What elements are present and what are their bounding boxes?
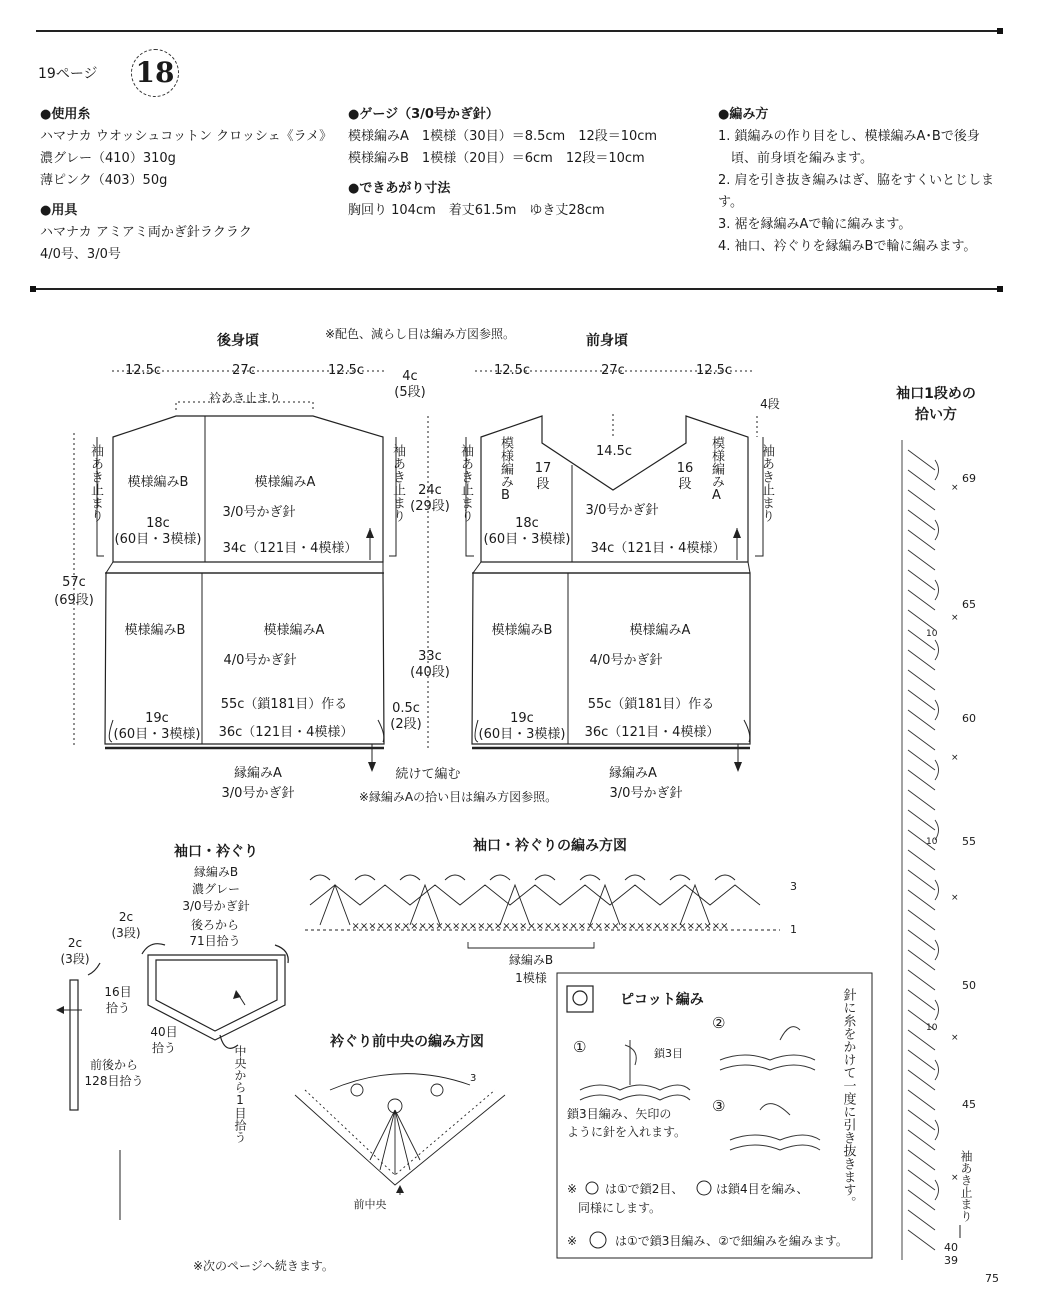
back-chain: 55c（鎖181目）作る (220, 697, 348, 712)
front-upper-hook: 3/0号かぎ針 (585, 503, 659, 518)
height-lower: 33c (418, 649, 442, 664)
right-stop: 袖あき止まり (959, 1150, 973, 1222)
height-upper-rows: (29段) (410, 499, 450, 514)
chart-main-title: 袖口・衿ぐりの編み方図 (473, 838, 627, 854)
height-lower-rows: (40段) (410, 665, 450, 680)
gauge-line-2: 模様編みB 1模様（20目）＝6cm 12段＝10cm (348, 151, 645, 166)
front-lower-pattern-a: 模様編みA (629, 623, 691, 638)
footer-continue: ※次のページへ続きます。 (193, 1259, 334, 1273)
cuff-sub-1: 縁編みB (193, 865, 239, 879)
right-row-40: 40 (944, 1241, 958, 1254)
cuff-16-1: 16目 (104, 985, 132, 999)
chart-main-row3: 3 (790, 880, 797, 893)
picot-note1-b: は①で鎖2目、 (605, 1182, 684, 1196)
gauge-column (348, 104, 708, 222)
back-neck-stop: 衿あき止まり (208, 391, 282, 405)
front-17: 17 (534, 461, 552, 476)
rule-end-mark (997, 28, 1003, 34)
materials-column (40, 104, 340, 266)
front-chain: 55c（鎖181目）作る (587, 697, 715, 712)
cuff-title: 袖口・衿ぐり (174, 844, 258, 860)
back-lower-hook: 4/0号かぎ針 (223, 653, 297, 668)
cuff-2c-b: 2c (67, 936, 83, 950)
right-row-45: 45 (962, 1098, 976, 1111)
page-number: 75 (985, 1272, 999, 1285)
picot-note1-mark: ※ (567, 1182, 578, 1196)
picot-vertical-text: 針に糸をかけて一度に引き抜きます。 (840, 988, 856, 1209)
height-total: 57c (62, 575, 86, 590)
front-title: 前身頃 (586, 333, 628, 349)
front-lower-pattern-b: 模様編みB (491, 623, 553, 638)
front-upper-b-width: 18c (515, 516, 539, 531)
method-step-1b: 頃、前身頃を編みます。 (718, 151, 873, 166)
front-lower-b-width: 19c (510, 711, 534, 726)
height-edge-rows: (2段) (390, 717, 422, 732)
height-edge: 0.5c (392, 701, 420, 716)
front-16: 16 (676, 461, 694, 476)
back-upper-hook: 3/0号かぎ針 (222, 505, 296, 520)
back-upper-pattern-a: 模様編みA (254, 475, 316, 490)
front-edge-a: 縁編みA (609, 766, 657, 781)
back-armhole-stop-left: 袖あき止まり (88, 444, 103, 522)
right-title-1: 袖口1段めの (896, 386, 976, 402)
right-row-60: 60 (962, 712, 976, 725)
chart-main-label-1: 縁編みB (508, 953, 554, 967)
picot-note2-mark: ※ (567, 1234, 578, 1248)
cuff-3dan-b: (3段) (60, 952, 90, 966)
right-row-69: 69 (962, 472, 976, 485)
continue-label: 続けて編む (395, 767, 461, 782)
front-width-left: 12.5c (493, 363, 531, 378)
front-width-center: 27c (601, 363, 625, 378)
note-edge: ※縁編みAの拾い目は編み方図参照。 (358, 790, 558, 804)
right-ten-3: 10 (926, 1023, 938, 1033)
cuff-sub-2: 濃グレー (191, 882, 241, 896)
right-row-55: 55 (962, 835, 976, 848)
tools-heading: ●用具 (40, 203, 78, 218)
schematic-diagrams (0, 300, 1050, 1311)
front-armhole-stop-left: 袖あき止まり (458, 444, 473, 522)
back-upper-a-width: 34c（121目・4模様） (222, 541, 358, 556)
page-reference: 19ページ (38, 66, 98, 82)
right-row-50: 50 (962, 979, 976, 992)
cuff-fb-1: 前後から (89, 1058, 139, 1072)
right-row-65: 65 (962, 598, 976, 611)
right-ten-1: 10 (926, 629, 938, 639)
method-step-3: 3. 裾を縁編みAで輪に編みます。 (718, 217, 912, 232)
back-width-left: 12.5c (124, 363, 162, 378)
front-16-dan: 段 (678, 477, 692, 492)
back-upper-pattern-b: 模様編みB (127, 475, 189, 490)
front-armhole-stop-right: 袖あき止まり (759, 444, 774, 522)
back-title: 後身頃 (217, 333, 259, 349)
rule-start-mark (30, 286, 36, 292)
picot-note1-c: は鎖4目を編み、 (716, 1182, 809, 1196)
back-lower-b-stitches: (60目・3模様) (113, 727, 201, 742)
cuff-40-2: 拾う (151, 1041, 177, 1055)
chart-main-row-x: ××××××××××××××××××××××××××××××××××××××××××××× (351, 921, 729, 932)
front-lower-a-width: 36c（121目・4模様） (584, 725, 720, 740)
cuff-back-pick-1: 後ろから (190, 918, 240, 932)
yarn-line-3: 薄ピンク（403）50g (40, 173, 168, 188)
back-armhole-stop-right: 袖あき止まり (390, 444, 405, 522)
front-edge-hook: 3/0号かぎ針 (609, 786, 683, 801)
cuff-back-pick-2: 71目拾う (189, 934, 241, 948)
height-upper: 24c (418, 483, 442, 498)
picot-note1-d: 同様にします。 (578, 1201, 662, 1215)
height-total-rows: (69段) (54, 593, 94, 608)
right-x-col-5: × (951, 1033, 959, 1043)
rule-end-mark-2 (997, 286, 1003, 292)
front-shoulder-rows: 4段 (760, 397, 780, 411)
right-x-col-4: × (951, 893, 959, 903)
gauge-line-1: 模様編みA 1模様（30目）＝8.5cm 12段＝10cm (348, 129, 658, 144)
note-top: ※配色、減らし目は編み方図参照。 (324, 327, 516, 341)
right-row-39: 39 (944, 1254, 958, 1267)
height-shoulder-rows: (5段) (394, 385, 426, 400)
yarn-line-2: 濃グレー（410）310g (40, 151, 176, 166)
picot-title: ピコット編み (620, 992, 704, 1008)
front-neck-depth: 14.5c (595, 444, 633, 459)
cuff-2c-a: 2c (118, 910, 134, 924)
picot-step-1-text-b: ように針を入れます。 (567, 1125, 687, 1139)
height-shoulder: 4c (402, 369, 418, 384)
cuff-16-2: 拾う (105, 1001, 131, 1015)
back-edge-a: 縁編みA (234, 766, 282, 781)
top-rule (36, 30, 1000, 32)
back-edge-hook: 3/0号かぎ針 (221, 786, 295, 801)
back-width-center: 27c (232, 363, 256, 378)
gauge-heading: ●ゲージ（3/0号かぎ針） (348, 107, 499, 122)
picot-chain3: 鎖3目 (654, 1047, 683, 1060)
section-rule (36, 288, 1000, 290)
back-lower-b-width: 19c (145, 711, 169, 726)
picot-step-2-num: ② (712, 1014, 726, 1032)
method-heading: ●編み方 (718, 107, 769, 122)
picot-step-1-num: ① (573, 1038, 587, 1056)
size-line: 胸回り 104cm 着丈61.5m ゆき丈28cm (348, 203, 605, 218)
chart-main-label-2: 1模様 (515, 971, 547, 985)
method-column (718, 104, 1018, 258)
front-lower-hook: 4/0号かぎ針 (589, 653, 663, 668)
method-step-4: 4. 袖口、衿ぐりを縁編みBで輪に編みます。 (718, 239, 977, 254)
chart-main-row1: 1 (790, 923, 797, 936)
picot-note2-b: は①で鎖3目編み、②で細編みを編みます。 (615, 1234, 848, 1248)
back-lower-pattern-a: 模様編みA (263, 623, 325, 638)
front-pattern-a-vertical: 模様編みA (709, 436, 724, 503)
tools-line-2: 4/0号、3/0号 (40, 247, 121, 262)
picot-step-3-num: ③ (712, 1097, 726, 1115)
front-lower-b-stitches: (60目・3模様) (478, 727, 566, 742)
right-title-2: 拾い方 (915, 407, 957, 423)
size-heading: ●できあがり寸法 (348, 181, 451, 196)
picot-symbol-box (567, 986, 593, 1012)
back-lower-pattern-b: 模様編みB (124, 623, 186, 638)
chart-neck-row3: 3 (470, 1073, 477, 1084)
stitch-chart-neck (295, 1074, 505, 1195)
right-x-col-2: × (951, 613, 959, 623)
stitch-chart-main (305, 875, 780, 948)
back-upper-b-width: 18c (146, 516, 170, 531)
cuff-40-1: 40目 (150, 1025, 178, 1039)
right-stitch-chart (902, 440, 939, 1260)
cuff-3dan-a: (3段) (111, 926, 141, 940)
picot-step-1-text: 鎖3目編み、矢印の (567, 1107, 672, 1121)
chart-neck-title: 衿ぐり前中央の編み方図 (330, 1034, 484, 1050)
tools-line-1: ハマナカ アミアミ両かぎ針ラクラク (40, 225, 252, 240)
right-x-col-6: × (951, 1173, 959, 1183)
cuff-sub-3: 3/0号かぎ針 (182, 899, 250, 913)
method-step-1: 1. 鎖編みの作り目をし、模様編みA･Bで後身 (718, 129, 980, 144)
yarn-heading: ●使用糸 (40, 107, 91, 122)
right-x-col-3: × (951, 753, 959, 763)
right-x-col-1: × (951, 483, 959, 493)
yarn-line-1: ハマナカ ウオッシュコットン クロッシェ《ラメ》 (40, 129, 333, 144)
back-lower-a-width: 36c（121目・4模様） (218, 725, 354, 740)
item-number-badge: 18 (131, 49, 179, 97)
front-upper-b-stitches: (60目・3模様) (483, 532, 571, 547)
front-pattern-b-vertical: 模様編みB (498, 436, 513, 503)
front-width-right: 12.5c (695, 363, 733, 378)
back-width-right: 12.5c (327, 363, 365, 378)
back-upper-b-stitches: (60目・3模様) (114, 532, 202, 547)
chart-neck-front-center: 前中央 (353, 1198, 387, 1211)
cuff-fb-2: 128目拾う (84, 1074, 144, 1088)
right-ten-2: 10 (926, 837, 938, 847)
method-step-2: 2. 肩を引き抜き編みはぎ、脇をすくいとじします。 (718, 173, 995, 210)
cuff-center-pick: 中央から1目拾う (233, 1045, 247, 1143)
front-17-dan: 段 (536, 477, 550, 492)
front-upper-a-width: 34c（121目・4模様） (590, 541, 726, 556)
